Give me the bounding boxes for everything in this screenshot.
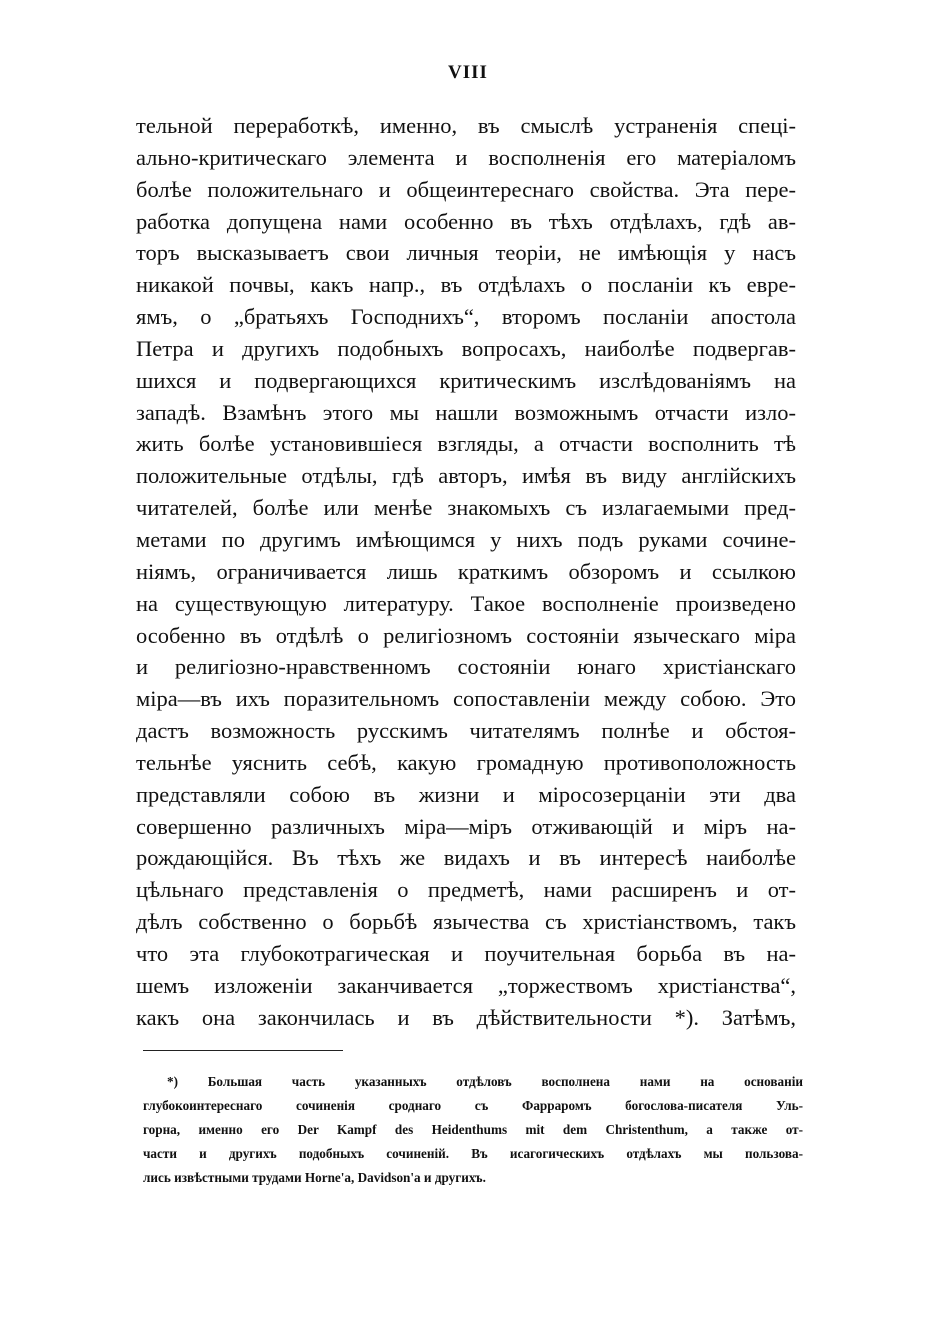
text-line: ніямъ, ограничивается лишь краткимъ обзоромъ и ссылкою: [136, 558, 796, 584]
page-number: VIII: [448, 62, 488, 83]
text-line: представляли собою въ жизни и міросозерцаніи эти два: [136, 781, 796, 807]
footnote-line: глубокоинтереснаго сочиненія сроднаго съ Фарраромъ богослова-писателя Уль-: [143, 1098, 803, 1113]
text-line: читателей, болѣе или менѣе знакомыхъ съ излагаемыми пред-: [136, 495, 796, 521]
text-line: никакой почвы, какъ напр., въ отдѣлахъ о посланіи къ евре-: [136, 272, 796, 298]
text-line: болѣе положительнаго и общеинтереснаго свойства. Эта пере-: [136, 176, 796, 202]
text-line: особенно въ отдѣлѣ о религіозномъ состояніи языческаго міра: [136, 622, 796, 648]
text-line: дѣлъ собственно о борьбѣ язычества съ христіанствомъ, такъ: [136, 909, 796, 935]
text-line: совершенно различныхъ міра—міръ отживающій и міръ на-: [136, 813, 796, 839]
text-line: положительные отдѣлы, гдѣ авторъ, имѣя въ виду англійскихъ: [136, 463, 796, 489]
footnote-line: части и другихъ подобныхъ сочиненій. Въ исагогическихъ отдѣлахъ мы пользова-: [143, 1146, 803, 1161]
text-line: тельнѣе уяснить себѣ, какую громадную противоположность: [136, 749, 796, 775]
text-line: западѣ. Взамѣнъ этого мы нашли возможнымъ отчасти изло-: [136, 399, 796, 425]
text-line: что эта глубокотрагическая и поучительная борьба въ на-: [136, 940, 796, 966]
text-line: какъ она закончилась и въ дѣйствительности *). Затѣмъ,: [136, 1004, 796, 1030]
text-line: ямъ, о „братьяхъ Господнихъ“, второмъ посланіи апостола: [136, 304, 796, 330]
text-line: шемъ изложеніи заканчивается „торжествомъ христіанства“,: [136, 972, 796, 998]
text-line: на существующую литературу. Такое восполненіе произведено: [136, 590, 796, 616]
text-line: работка допущена нами особенно въ тѣхъ отдѣлахъ, гдѣ ав-: [136, 208, 796, 234]
text-line: шихся и подвергающихся критическимъ изслѣдованіямъ на: [136, 367, 796, 393]
footnote-line: *) Большая часть указанныхъ отдѣловъ восполнена нами на основаніи: [167, 1074, 803, 1089]
text-line: Петра и другихъ подобныхъ вопросахъ, наиболѣе подвергав-: [136, 335, 796, 361]
text-line: цѣльнаго представленія о предметѣ, нами расширенъ и от-: [136, 877, 796, 903]
text-line: тельной переработкѣ, именно, въ смыслѣ устраненія спеці-: [136, 113, 796, 138]
text-line: дастъ возможность русскимъ читателямъ полнѣе и обстоя-: [136, 718, 796, 744]
footnote-line: лись извѣстными трудами Horne'a, Davidson'a и другихъ.: [143, 1170, 486, 1185]
footnote-line: горна, именно его Der Kampf des Heidenthums mit dem Christenthum, а также от-: [143, 1122, 803, 1137]
text-line: торъ высказываетъ свои личныя теоріи, не имѣющія у насъ: [136, 240, 796, 266]
footnote: [143, 1070, 803, 1190]
text-line: и религіозно-нравственномъ состояніи юнаго христіанскаго: [136, 654, 796, 680]
footnote-divider: [143, 1050, 343, 1051]
text-line: ально-критическаго элемента и восполненія его матеріаломъ: [136, 144, 796, 170]
text-line: жить болѣе установившіеся взгляды, а отчасти восполнить тѣ: [136, 431, 796, 457]
text-line: міра—въ ихъ поразительномъ сопоставленіи между собою. Это: [136, 686, 796, 712]
text-line: метами по другимъ имѣющимся у нихъ подъ руками сочине-: [136, 526, 796, 552]
text-line: рождающійся. Въ тѣхъ же видахъ и въ интересѣ наиболѣе: [136, 845, 796, 871]
main-text: [136, 110, 796, 1033]
